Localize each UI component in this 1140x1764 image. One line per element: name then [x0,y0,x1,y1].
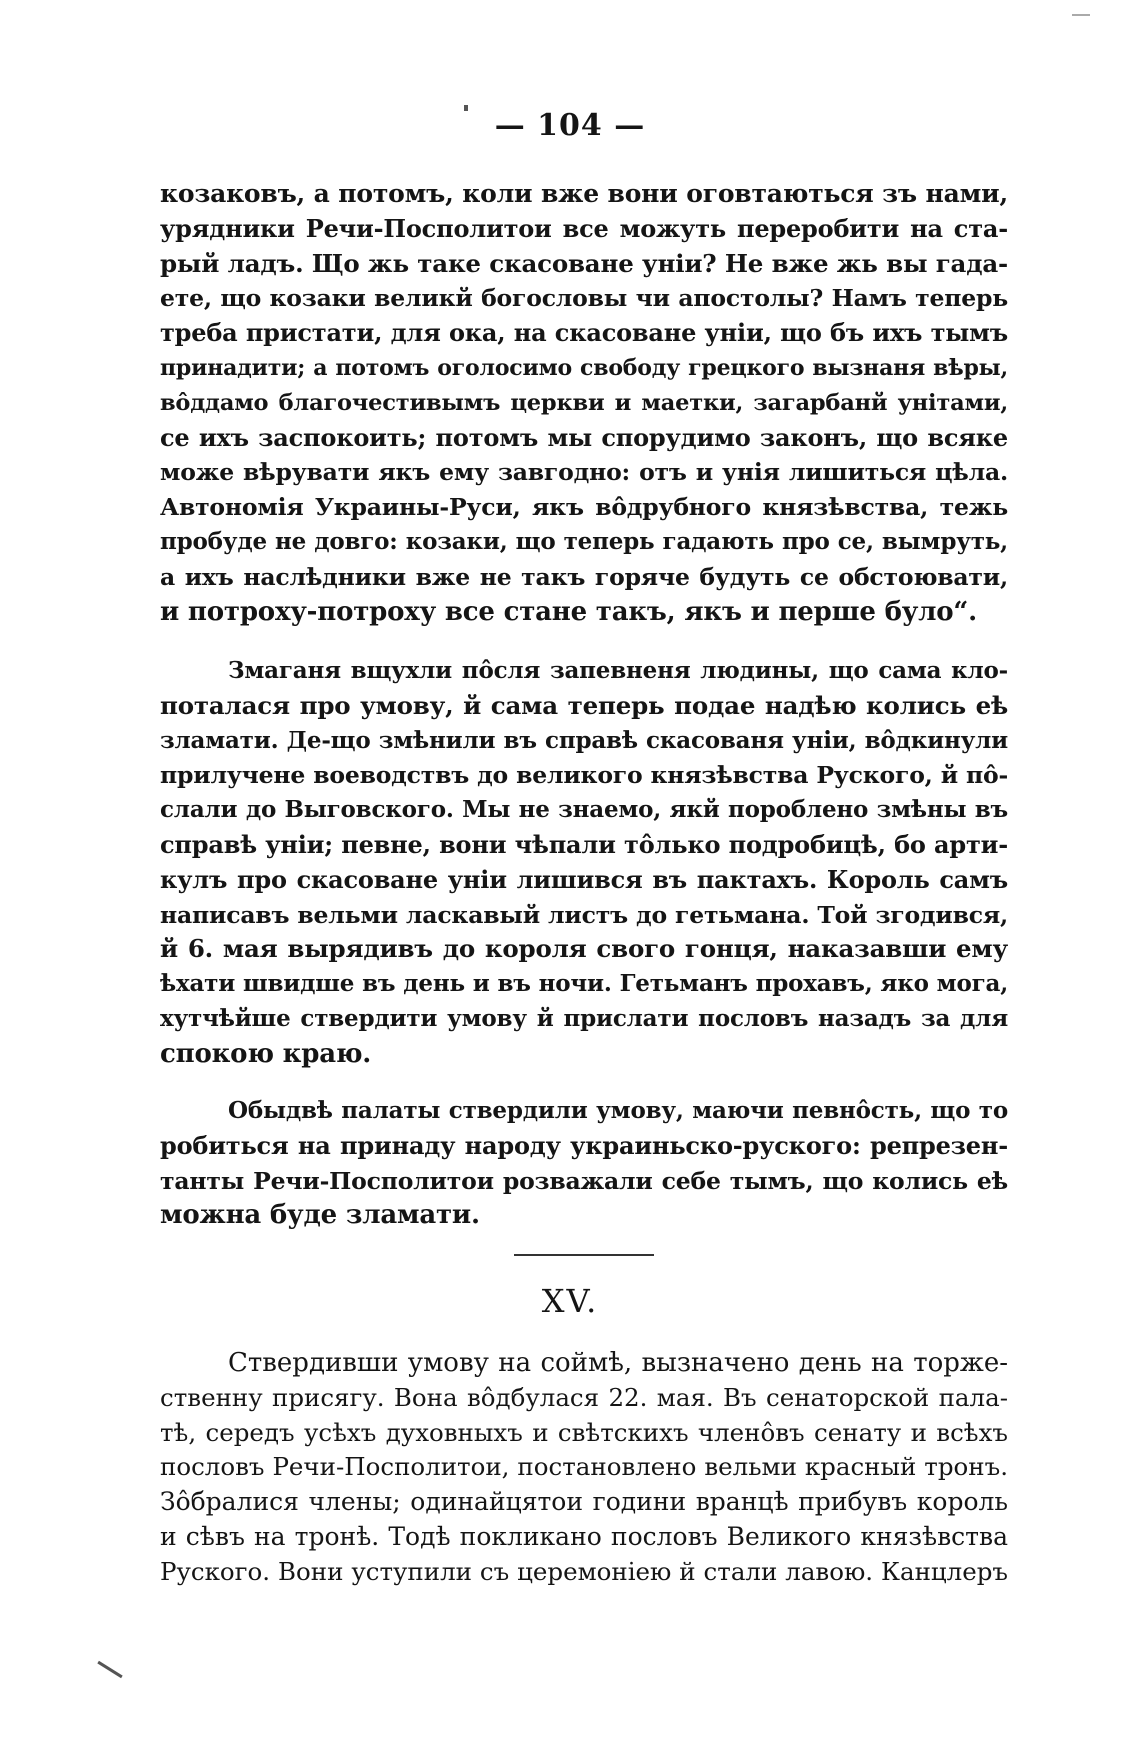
section-divider-rule [514,1254,654,1256]
text-line: пробуде не довго: козаки, що теперь гадають про се, вымруть, [160,527,1008,555]
text-line: се ихъ заспокоить; потомъ мы спорудимо законъ, що всяке [160,422,1008,452]
text-line: й 6. мая вырядивъ до короля свого гонця, наказавши ему [160,934,1008,964]
text-line: ѣхати швидше въ день и въ ночи. Гетьманъ прохавъ, яко мога, [160,970,1008,998]
section-paragraph-1 [160,1346,1008,1590]
text-line: треба пристати, для ока, на скасоване унiи, що бъ ихъ тымъ [160,318,1008,348]
text-line: написавъ вельми ласкавый листъ до гетьмана. Той згодився, [160,900,1008,929]
text-line: можна буде зламати. [160,1200,480,1231]
text-line: ете, що козаки великй богословы чи апостолы? Намъ теперь [160,284,1008,313]
page-number: — 104 — [494,108,646,143]
text-line: урядники Речи-Посполитои все можуть переробити на ста- [160,213,1008,243]
paragraph-3 [160,1094,1008,1233]
section-heading: XV. [541,1282,599,1320]
paragraph-1 [160,177,1008,629]
paragraph-2 [160,654,1008,1072]
text-line: слали до Выговского. Мы не знаемо, якй пороблено змѣны въ [160,796,1008,824]
scan-speck [1072,14,1090,16]
text-line: вôддамо благочестивымъ церкви и маетки, загарбанй унiтами, [160,389,1008,416]
text-line: рый ладъ. Що жь таке скасоване унiи? Не вже жь вы гада- [160,248,1008,278]
text-line: тѣ, середъ усѣхъ духовныхъ и свѣтскихъ членôвъ сенату и всѣхъ [160,1417,1008,1447]
text-line: танты Речи-Посполитои розважали себе тымъ, що колись еѣ [160,1166,1008,1195]
text-line: Змаганя вщухли пôсля запевненя людины, що сама кло- [228,657,1008,684]
text-line: Автономiя Украины-Руси, якъ вôдрубного князѣвства, тежь [160,493,1008,522]
text-line: пословъ Речи-Посполитои, постановлено вельми красный тронъ. [160,1452,1008,1482]
scan-speck [97,1661,122,1678]
text-line: Руского. Вони уступили съ церемонiею й стали лавою. Канцлеръ [160,1556,1008,1586]
text-line: Обыдвѣ палаты ствердили умову, маючи певнôсть, що то [228,1097,1008,1124]
text-line: робиться на принаду народу украиньско-руского: репрезен- [160,1130,1008,1160]
text-line: поталася про умову, й сама теперь подае надѣю колись еѣ [160,690,1008,720]
text-line: хутчѣйше ствердити умову й прислати пословъ назадъ за для [160,1004,1008,1032]
text-line: и потроху-потроху все стане такъ, якъ и перше було“. [160,596,978,627]
text-line: принадити; а потомъ оголосимо свободу грецкого вызнаня вѣры, [160,354,1008,381]
text-line: кулъ про скасоване унiи лишився въ пактахъ. Король самъ [160,864,1008,894]
text-line: козаковъ, а потомъ, коли вже вони оговтаються зъ нами, [160,179,1008,208]
scan-speck [464,105,468,111]
text-line: а ихъ наслѣдники вже не такъ горяче будуть се обстоювати, [160,562,1008,591]
text-line: спокою краю. [160,1038,372,1069]
text-line: и сѣвъ на тронѣ. Тодѣ покликано пословъ Великого князѣвства [160,1521,1008,1551]
text-line: ственну присягу. Вона вôдбулася 22. мая. Въ сенаторской пала- [160,1382,1008,1412]
text-line: може вѣрувати якъ ему завгодно: отъ и унiя лишиться цѣла. [160,458,1008,487]
text-line: зламати. Де-що змѣнили въ справѣ скасованя унiи, вôдкинули [160,726,1008,754]
text-line: Ствердивши умову на соймѣ, вызначено день на торже- [228,1348,1008,1378]
text-line: прилучене воеводствъ до великого князѣвства Руского, й пô- [160,761,1008,790]
text-line: справѣ унiи; певне, вони чѣпали тôлько подробицѣ, бо арти- [160,829,1008,859]
text-line: Зôбралися члены; одинайцятои години вранцѣ прибувъ король [160,1487,1008,1517]
